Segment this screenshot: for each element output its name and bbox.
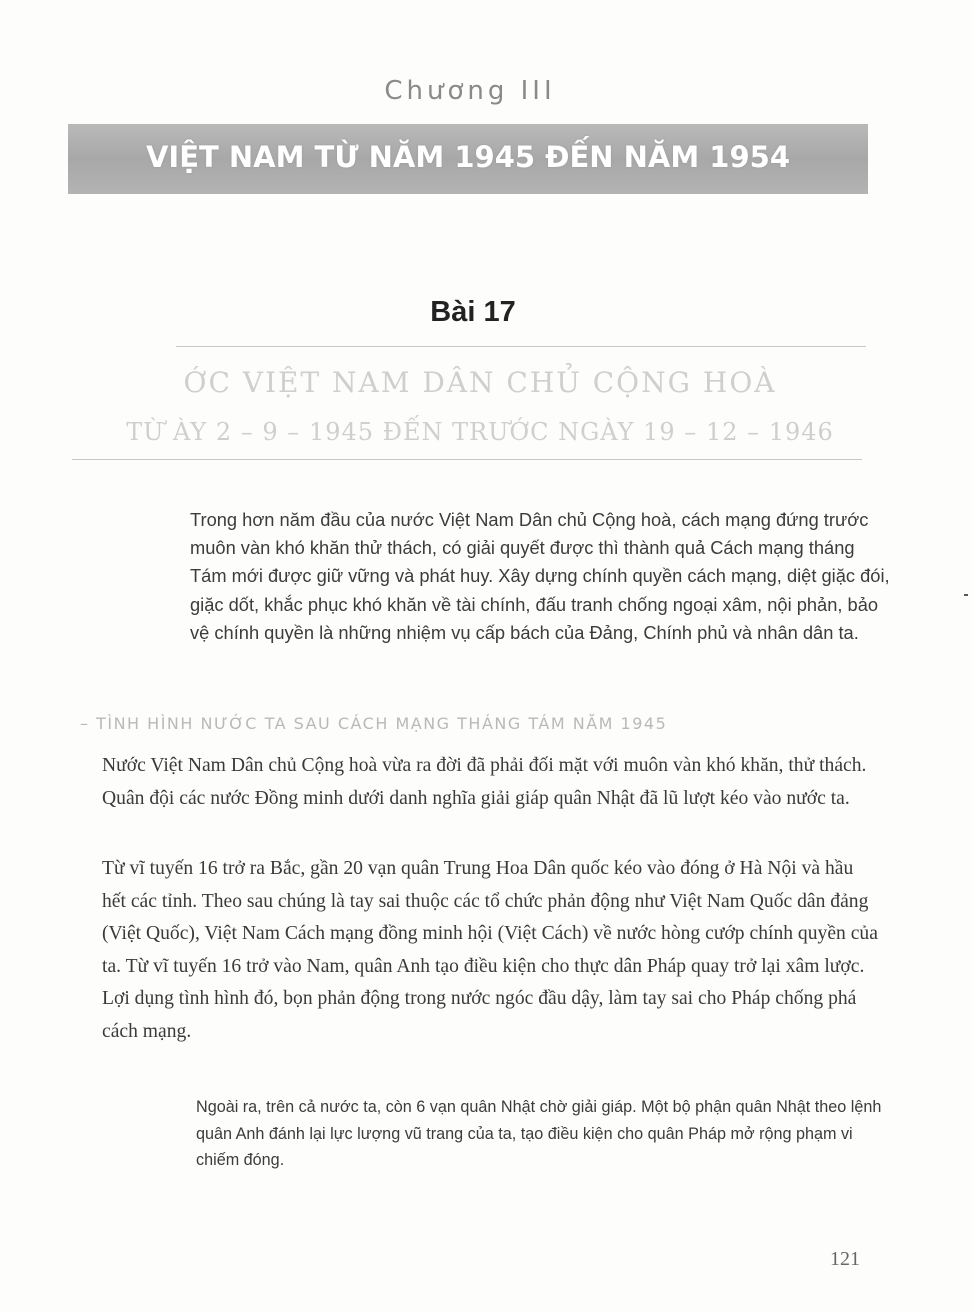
title-rule-top bbox=[176, 346, 866, 347]
body-paragraph: Từ vĩ tuyến 16 trở ra Bắc, gần 20 vạn quân Trung Hoa Dân quốc kéo vào đóng ở Hà Nội và hầu hết các tỉnh. Theo sau chúng là tay sai thuộc các tổ chức phản động như Việt Nam Quốc dân đảng (Việt Quốc), Việt Nam Cách mạng đồng minh hội (Việt Cách) về nước hòng cướp chính quyền của ta. Từ vĩ tuyến 16 trở vào Nam, quân Anh tạo điều kiện cho thực dân Pháp quay trở lại xâm lược. Lợi dụng tình hình đó, bọn phản động trong nước ngóc đầu dậy, làm tay sai cho Pháp chống phá cách mạng. bbox=[102, 858, 878, 1042]
chapter-label: Chương III bbox=[384, 76, 556, 106]
lesson-title-line-1: ỚC VIỆT NAM DÂN CHỦ CỘNG HOÀ bbox=[183, 366, 777, 399]
note-paragraph: Ngoài ra, trên cả nước ta, còn 6 vạn quân Nhật chờ giải giáp. Một bộ phận quân Nhật theo lệnh quân Anh đánh lại lực lượng vũ trang của ta, tạo điều kiện cho quân Pháp mở rộng phạm vi chiếm đóng. bbox=[196, 1098, 882, 1169]
body-paragraph: Nước Việt Nam Dân chủ Cộng hoà vừa ra đời đã phải đối mặt với muôn vàn khó khăn, thử thách. Quân đội các nước Đồng minh dưới danh nghĩa giải giáp quân Nhật đã lũ lượt kéo vào nước ta. bbox=[102, 755, 867, 809]
lesson-intro: Trong hơn năm đầu của nước Việt Nam Dân chủ Cộng hoà, cách mạng đứng trước muôn vàn khó khăn thử thách, có giải quyết được thì thành quả Cách mạng tháng Tám mới được giữ vững và phát huy. Xây dựng chính quyền cách mạng, diệt giặc đói, giặc dốt, khắc phục khó khăn về tài chính, đấu tranh chống ngoại xâm, nội phản, bảo vệ chính quyền là những nhiệm vụ cấp bách của Đảng, Chính phủ và nhân dân ta. bbox=[190, 509, 890, 643]
page-number: 121 bbox=[830, 1248, 860, 1270]
title-rule-bottom bbox=[72, 459, 862, 460]
section-heading: – TÌNH HÌNH NƯỚC TA SAU CÁCH MẠNG THÁNG TÁM NĂM 1945 bbox=[80, 714, 668, 733]
lesson-title-line-2: TỪ ÀY 2 – 9 – 1945 ĐẾN TRƯỚC NGÀY 19 – 12 – 1946 bbox=[126, 418, 834, 446]
lesson-number: Bài 17 bbox=[430, 296, 516, 328]
scan-edge-mark bbox=[964, 594, 968, 596]
chapter-title: VIỆT NAM TỪ NĂM 1945 ĐẾN NĂM 1954 bbox=[145, 140, 791, 174]
